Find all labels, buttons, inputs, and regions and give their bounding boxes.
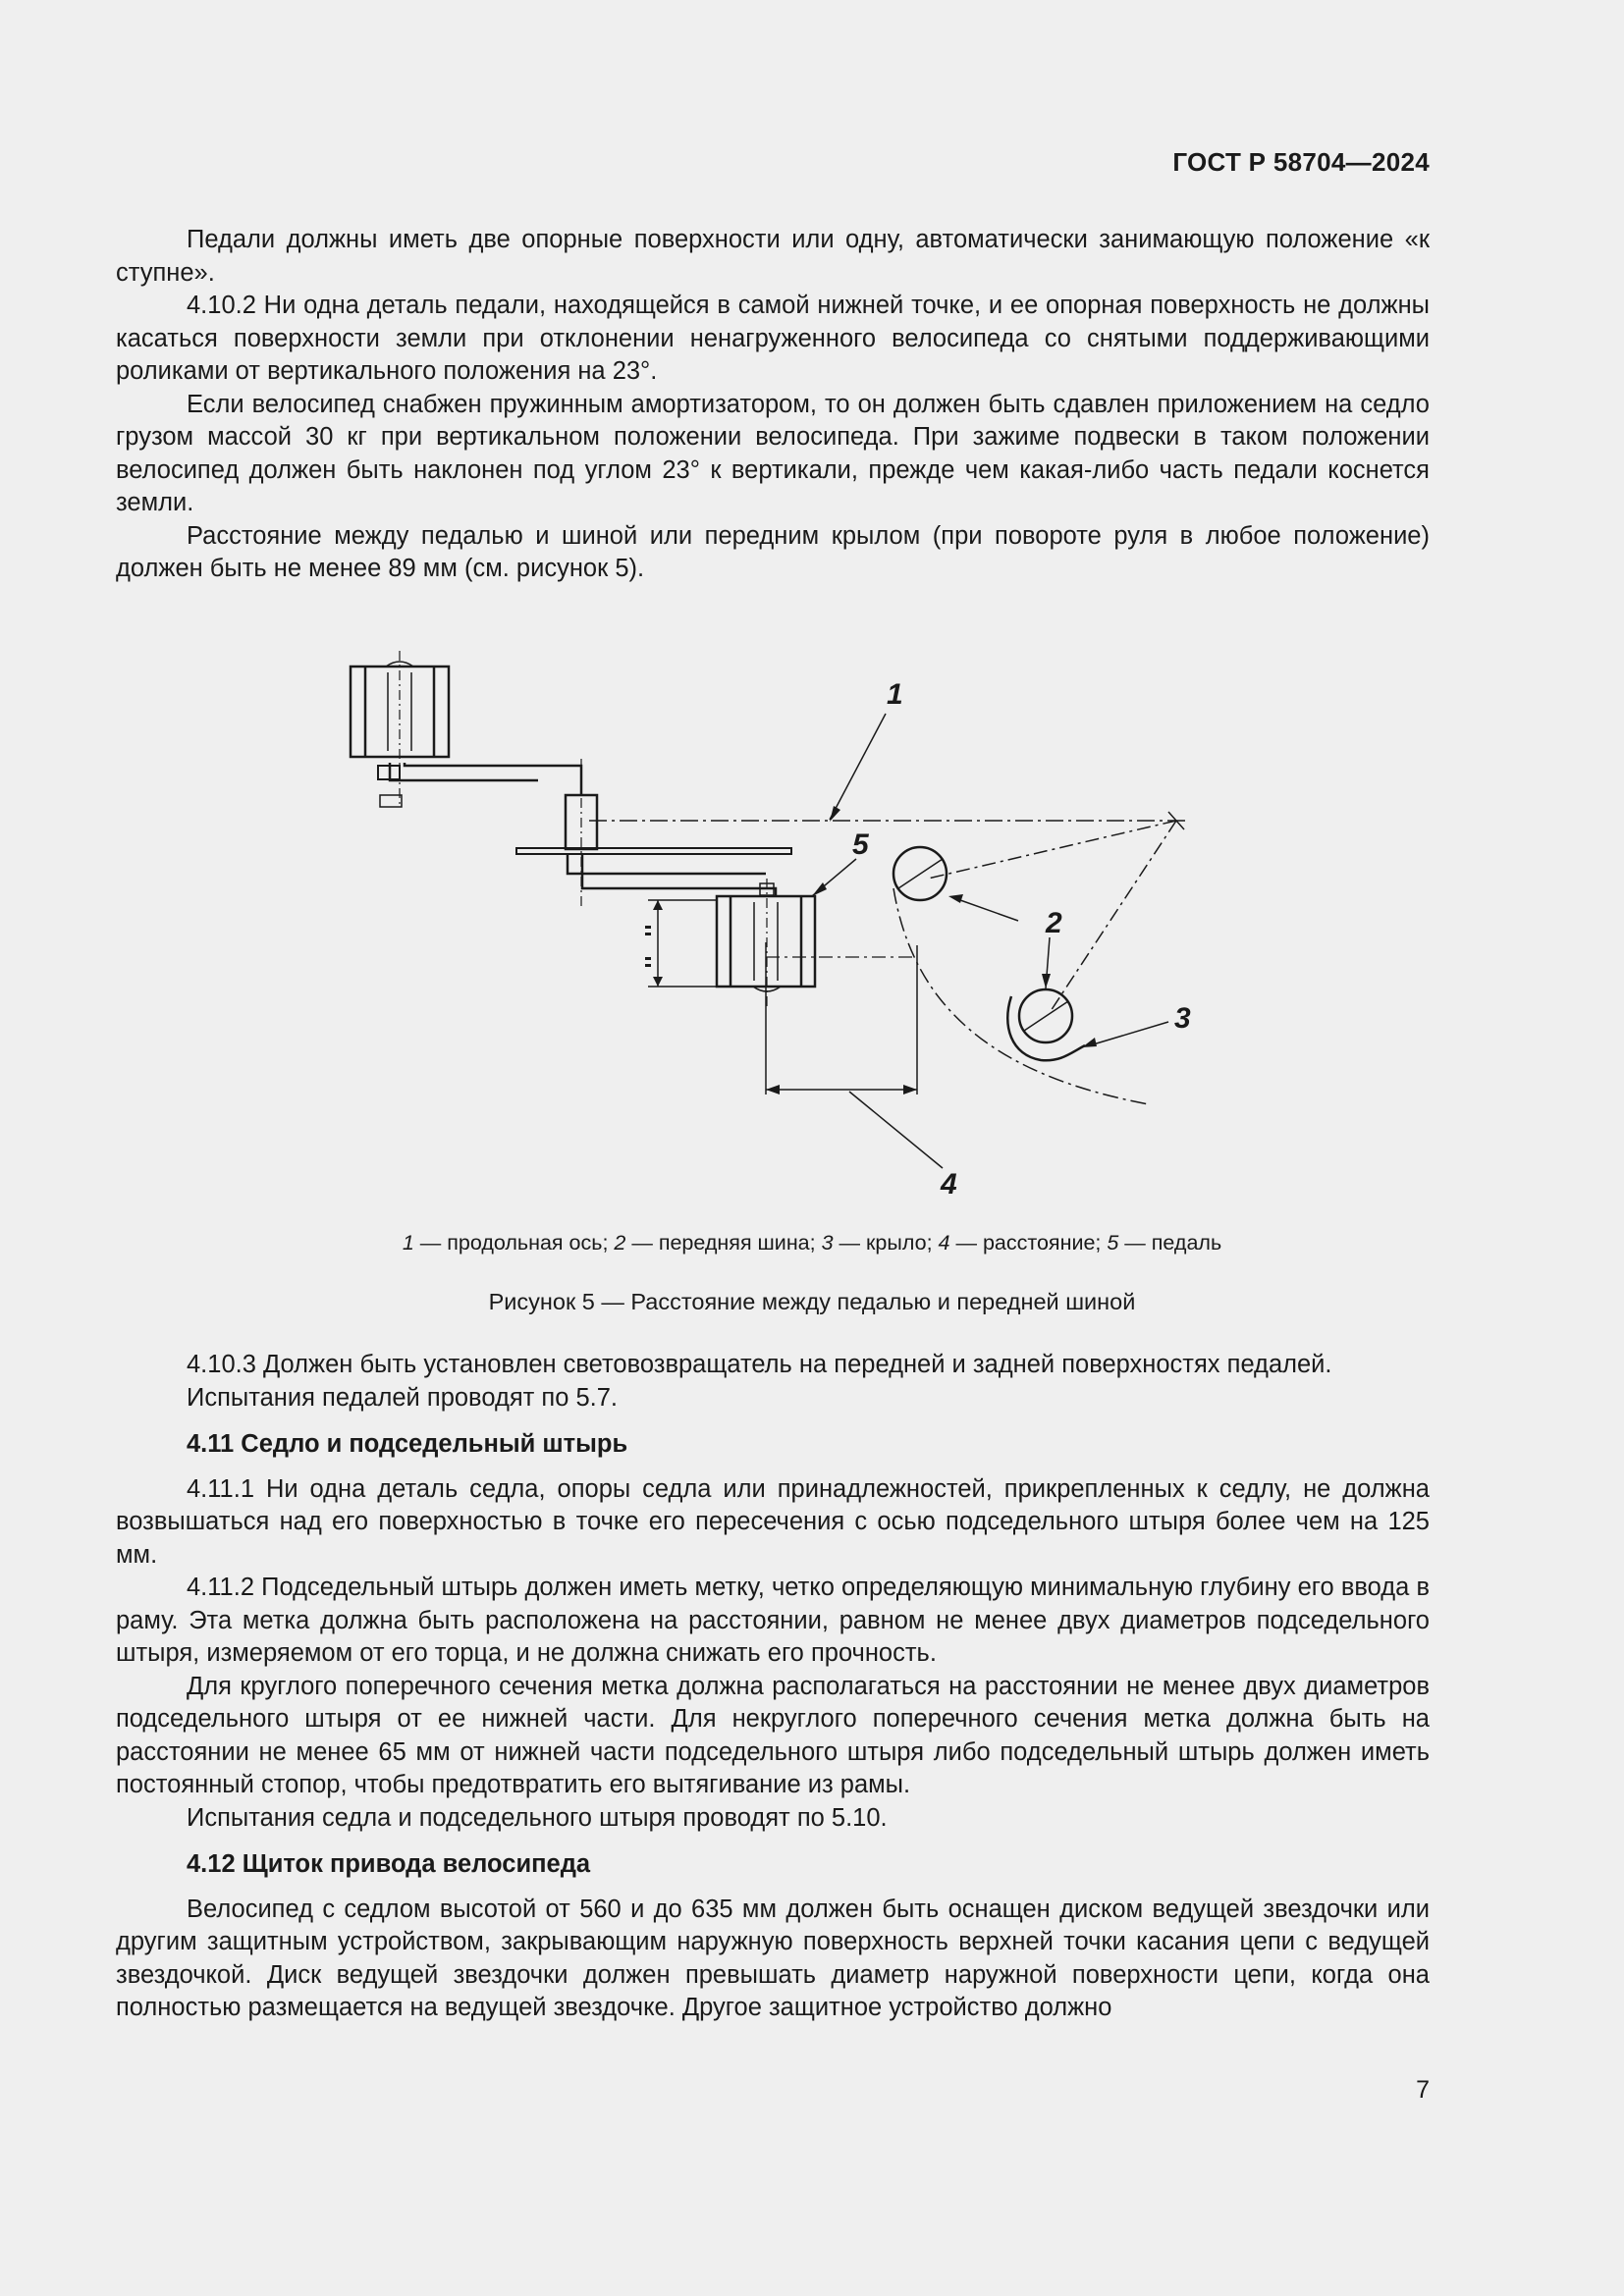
legend-text: — расстояние; (949, 1231, 1108, 1255)
legend-num: 2 (614, 1231, 626, 1255)
legend-num: 3 (821, 1231, 834, 1255)
text-block-top (116, 224, 1430, 586)
legend-num: 5 (1107, 1231, 1119, 1255)
paragraph: Для круглого поперечного сечения метка должна располагаться на расстоянии не менее двух диаметров подседельного штыря от ее нижней части. Для некруглого поперечного сечения метка должна быть на расстоянии не менее 65 мм от нижней части подседельного штыря либо подседельный штырь должен иметь постоянный стопор, чтобы предотвратить его вытягивание из рамы. (116, 1672, 1430, 1798)
paragraph: 4.10.2 Ни одна деталь педали, находящейся в самой нижней точке, и ее опорная поверхность не должны касаться поверхности земли при отклонении ненагруженного велосипеда со снятыми поддерживающими роликами от вертикального положения на 23°. (116, 292, 1430, 385)
document-code: ГОСТ Р 58704—2024 (1172, 147, 1430, 177)
legend-text: — педаль (1118, 1231, 1222, 1255)
upper-pedal (351, 651, 449, 806)
section-heading: 4.12 Щиток привода велосипеда (187, 1850, 591, 1878)
fender (1007, 996, 1085, 1060)
legend-text: — передняя шина; (625, 1231, 822, 1255)
legend-num: 1 (402, 1231, 414, 1255)
paragraph: 4.10.3 Должен быть установлен световозвращатель на передней и задней поверхностях педалей. (187, 1351, 1332, 1378)
callout-2: 2 (1046, 907, 1062, 939)
legend-text: — крыло; (833, 1231, 939, 1255)
page-number: 7 (1416, 2076, 1430, 2104)
section-heading: 4.11 Седло и подседельный штырь (187, 1430, 628, 1458)
figure-caption: Рисунок 5 — Расстояние между педалью и передней шиной (488, 1289, 1136, 1314)
paragraph: 4.11.1 Ни одна деталь седла, опоры седла или принадлежностей, прикрепленных к седлу, не должна возвышаться над его поверхностью в точке его пересечения с осью подседельного штыря более чем на 125 мм. (116, 1474, 1430, 1569)
callout-5: 5 (852, 828, 869, 861)
paragraph: 4.11.2 Подседельный штырь должен иметь метку, четко определяющую минимальную глубину его ввода в раму. Эта метка должна быть расположена на расстоянии, равном не менее двух диаметров подседельного штыря, измеряемом от его торца, и не должна снижать его прочность. (116, 1574, 1430, 1667)
text-block-bottom (116, 1349, 1430, 2025)
legend-num: 4 (938, 1231, 950, 1255)
paragraph: Испытания седла и подседельного штыря проводят по 5.10. (187, 1803, 888, 1832)
paragraph: Если велосипед снабжен пружинным амортизатором, то он должен быть сдавлен приложением на седло грузом массой 30 кг при вертикальном положении велосипеда. При зажиме подвески в таком положении велосипед должен быть наклонен под углом 23° к вертикали, прежде чем какая-либо часть педали коснется земли. (116, 390, 1430, 516)
callout-4: 4 (941, 1168, 957, 1201)
legend-text: — продольная ось; (413, 1231, 615, 1255)
paragraph: Расстояние между педалью и шиной или передним крылом (при повороте руля в любое положение) должен быть не менее 89 мм (см. рисунок 5). (116, 521, 1430, 582)
figure-legend (0, 1231, 1624, 1255)
paragraph: Педали должны иметь две опорные поверхности или одну, автоматически занимающую положение «к ступне». (116, 226, 1430, 287)
callout-1: 1 (887, 678, 903, 711)
paragraph: Велосипед с седлом высотой от 560 и до 635 мм должен быть оснащен диском ведущей звездочки или другим защитным устройством, закрывающим наружную поверхность верхней точки касания цепи с ведущей звездочкой. Диск ведущей звездочки должен превышать диаметр наружной поверхности цепи, когда она полностью размещается на ведущей звездочке. Другое защитное устройство должно (116, 1895, 1430, 2021)
callout-3: 3 (1174, 1002, 1191, 1035)
paragraph: Испытания педалей проводят по 5.7. (187, 1383, 619, 1412)
pedal-tire-diagram (324, 643, 1208, 1212)
crank (378, 759, 791, 908)
figure-5-diagram (324, 643, 1208, 1217)
